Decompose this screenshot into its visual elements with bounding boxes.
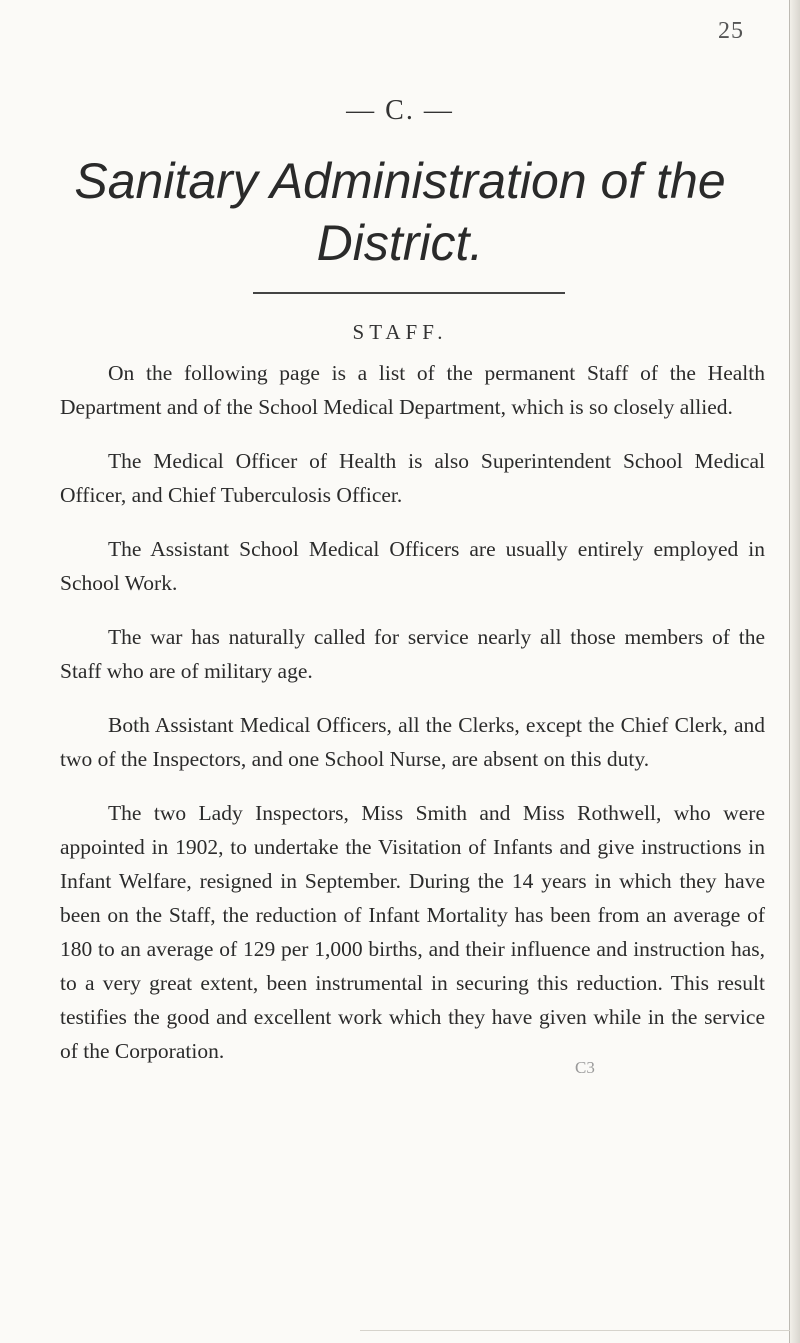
page-number: 25: [718, 18, 744, 44]
title-line-2: District.: [316, 215, 484, 271]
paragraph: The Assistant School Medical Officers are usually entirely employed in School Work.: [60, 537, 765, 595]
paragraph: The Medical Officer of Health is also Superintendent School Medical Officer, and Chief Tuberculosis Officer.: [60, 449, 765, 507]
paragraph: The two Lady Inspectors, Miss Smith and Miss Rothwell, who were appointed in 1902, to undertake the Visitation of Infants and give instructions in Infant Welfare, resigned in September. During the 14 years in which they have been on the Staff, the reduction of Infant Mortality has been from an average of 180 to an average of 129 per 1,000 births, and their influence and instruction has, to a very great extent, been instrumental in securing this reduction. This result testifies the good and excellent work which they have given while in the service of the Corporation.: [60, 801, 765, 1063]
catchword: C3: [575, 1058, 595, 1077]
page-title: [0, 150, 800, 274]
body-text: [60, 356, 765, 1088]
paragraph: Both Assistant Medical Officers, all the Clerks, except the Chief Clerk, and two of the Inspectors, and one School Nurse, are absent on this duty.: [60, 713, 765, 771]
paragraph: On the following page is a list of the permanent Staff of the Health Department and of the School Medical Department, which is so closely allied.: [60, 361, 765, 419]
title-line-1: Sanitary Administration of the: [74, 153, 726, 209]
paragraph: The war has naturally called for service nearly all those members of the Staff who are of military age.: [60, 625, 765, 683]
page-bottom-line: [360, 1330, 790, 1331]
section-heading: STAFF.: [352, 320, 448, 344]
title-divider: [253, 292, 565, 294]
section-letter: — C. —: [346, 95, 454, 126]
